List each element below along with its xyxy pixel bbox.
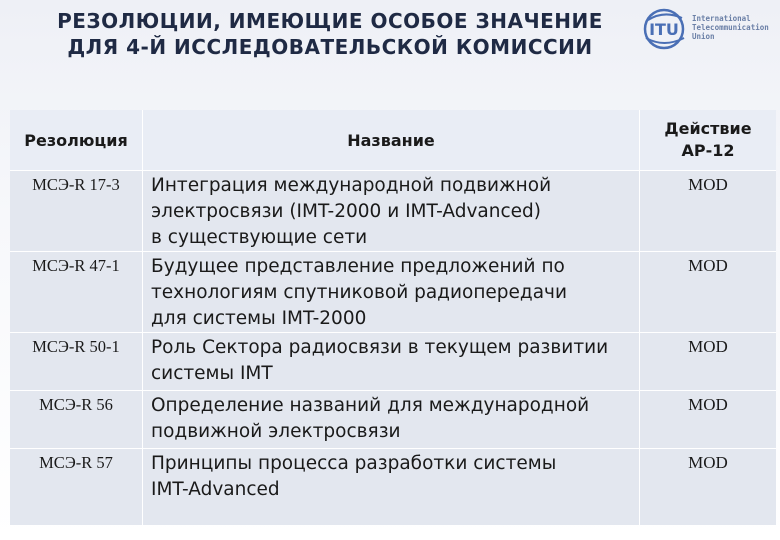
slide-title	[20, 8, 640, 60]
name-label: Будущее представление предложений по технологиям спутниковой радиопередачи для системы IMT-2000	[151, 256, 567, 329]
table-row	[10, 391, 776, 449]
action-label: MOD	[688, 453, 728, 472]
resolution-cell	[10, 391, 143, 449]
action-label: MOD	[688, 175, 728, 194]
name-label: Определение названий для международной подвижной электросвязи	[151, 395, 590, 442]
resolution-label: МСЭ-R 47-1	[32, 256, 120, 275]
action-label: MOD	[688, 337, 728, 356]
header-resolution: Резолюция	[10, 110, 143, 171]
logo-mark: ITU	[649, 20, 679, 39]
name-label: Интеграция международной подвижной электросвязи (IMT-2000 и IMT-Advanced) в существующие сети	[151, 175, 552, 248]
action-cell	[640, 449, 777, 525]
action-cell	[640, 252, 777, 333]
resolution-label: МСЭ-R 56	[39, 395, 113, 414]
title-line-1: РЕЗОЛЮЦИИ, ИМЕЮЩИЕ ОСОБОЕ ЗНАЧЕНИЕ	[57, 9, 603, 33]
header-name: Название	[143, 110, 640, 171]
action-label: MOD	[688, 256, 728, 275]
resolution-cell	[10, 333, 143, 391]
table-row	[10, 449, 776, 525]
resolution-cell	[10, 171, 143, 252]
name-cell	[143, 333, 640, 391]
resolution-label: МСЭ-R 17-3	[32, 175, 120, 194]
name-cell	[143, 449, 640, 525]
resolution-cell	[10, 449, 143, 525]
resolutions-table	[10, 110, 776, 525]
table-row	[10, 171, 776, 252]
resolution-cell	[10, 252, 143, 333]
table-row	[10, 333, 776, 391]
action-label: MOD	[688, 395, 728, 414]
name-cell	[143, 252, 640, 333]
action-cell	[640, 333, 777, 391]
name-cell	[143, 391, 640, 449]
itu-globe-icon	[642, 6, 692, 52]
name-cell	[143, 171, 640, 252]
title-line-2: ДЛЯ 4-Й ИССЛЕДОВАТЕЛЬСКОЙ КОМИССИИ	[67, 35, 593, 59]
itu-logo	[642, 6, 778, 52]
name-label: Роль Сектора радиосвязи в текущем развитии системы IMT	[151, 337, 609, 384]
action-cell	[640, 171, 777, 252]
resolution-label: МСЭ-R 57	[39, 453, 113, 472]
table-row	[10, 252, 776, 333]
resolution-label: МСЭ-R 50-1	[32, 337, 120, 356]
name-label: Принципы процесса разработки системы IMT-Advanced	[151, 453, 557, 500]
header-action: Действие АР-12	[640, 110, 777, 171]
logo-text: International Telecommunication Union	[692, 14, 769, 41]
action-cell	[640, 391, 777, 449]
